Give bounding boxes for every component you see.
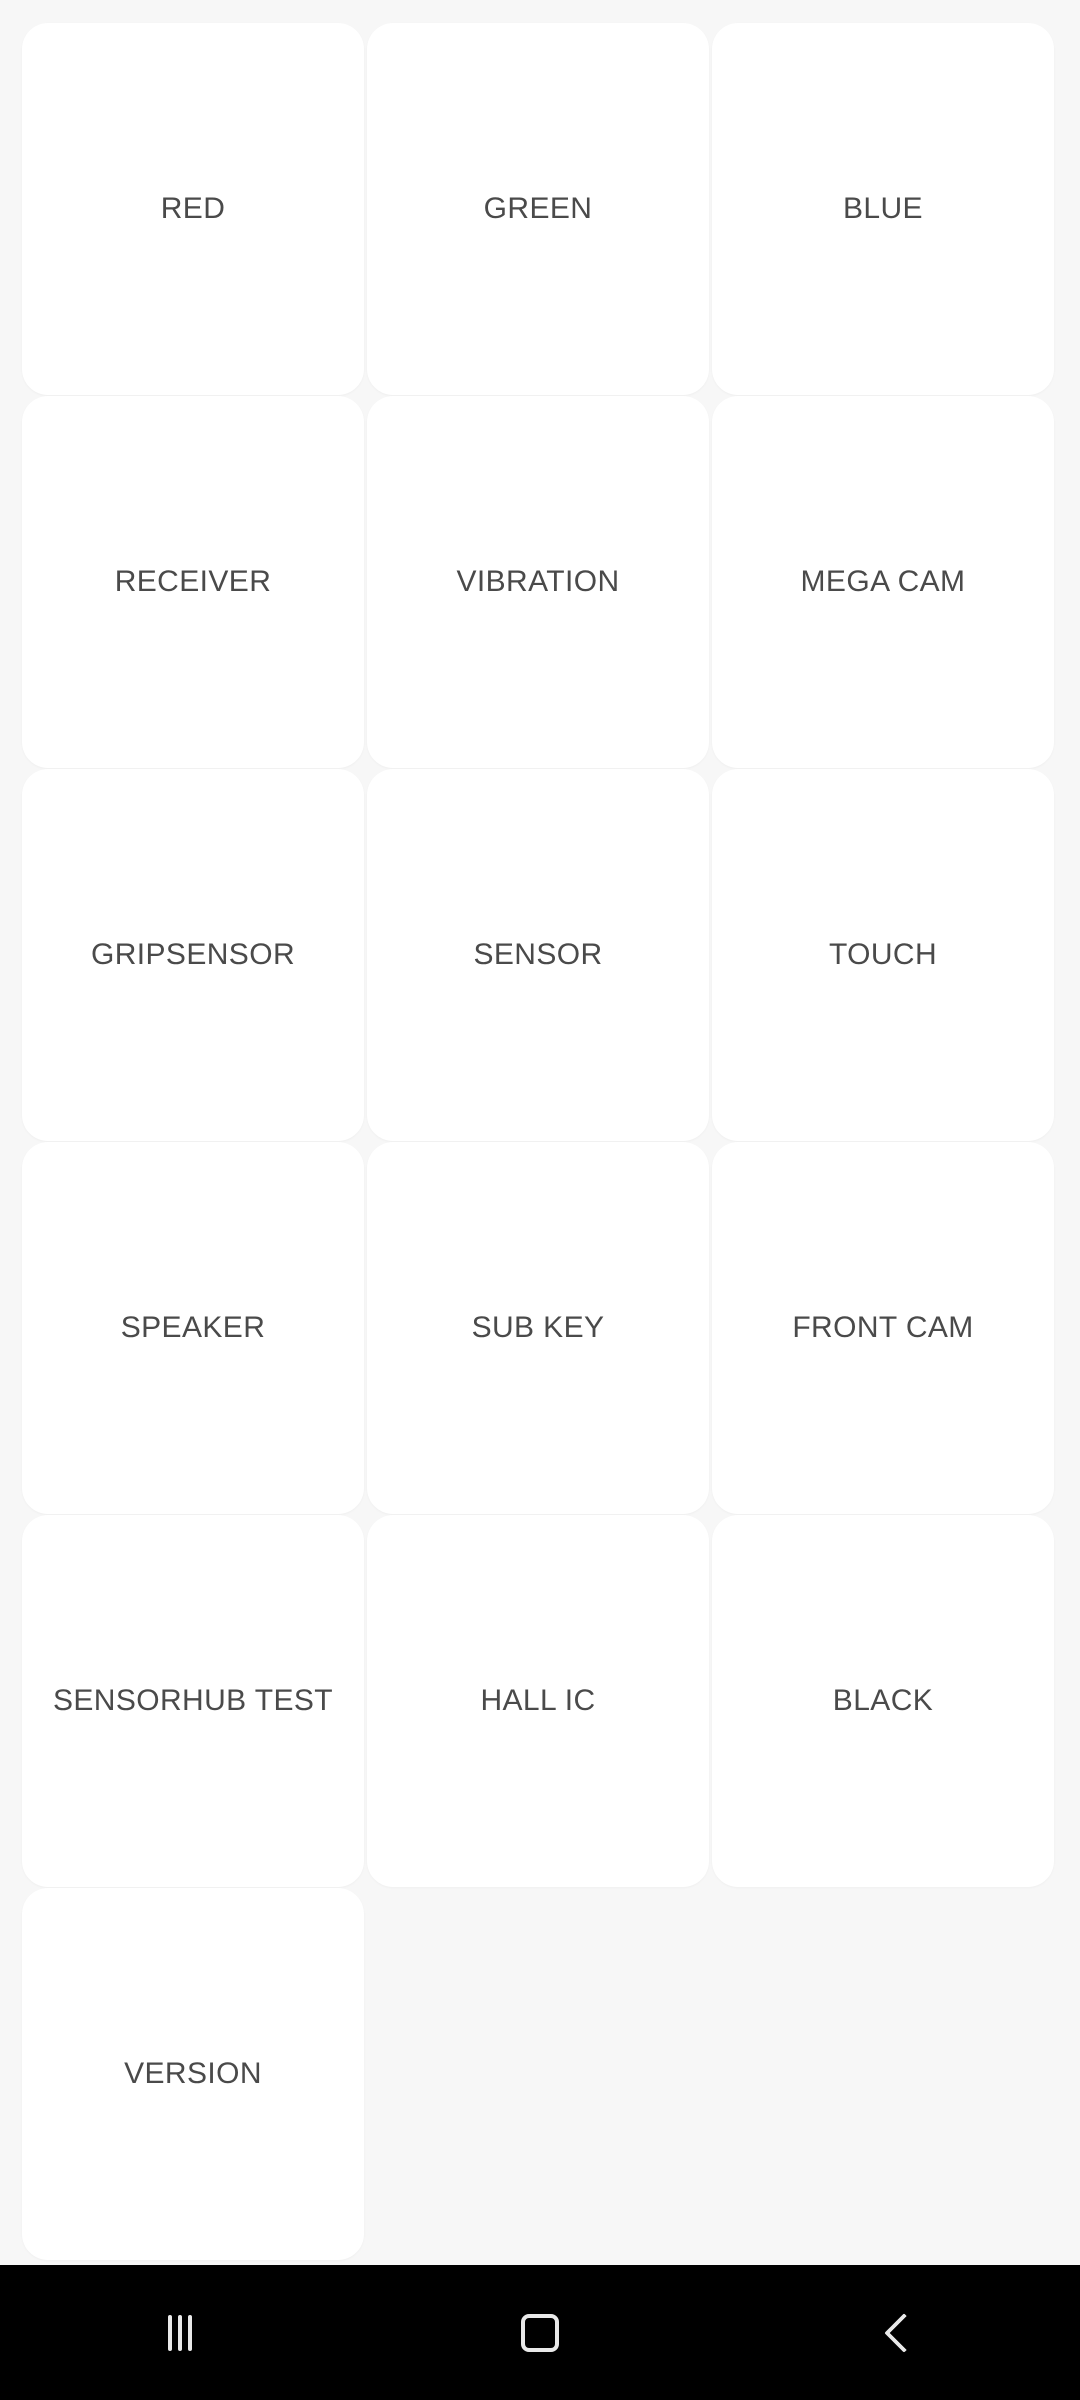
home-icon: [521, 2314, 559, 2352]
tile-label: TOUCH: [828, 938, 938, 971]
tile-receiver[interactable]: [22, 396, 364, 768]
back-button[interactable]: [810, 2265, 990, 2400]
recents-icon: [168, 2315, 192, 2351]
home-button[interactable]: [450, 2265, 630, 2400]
system-navigation-bar: [0, 2265, 1080, 2400]
tile-green[interactable]: [367, 23, 709, 395]
tile-gripsensor[interactable]: [22, 769, 364, 1141]
tile-red[interactable]: [22, 23, 364, 395]
tile-label: SENSORHUB TEST: [52, 1684, 334, 1717]
tile-sub-key[interactable]: [367, 1142, 709, 1514]
tile-hall-ic[interactable]: [367, 1515, 709, 1887]
tile-speaker[interactable]: [22, 1142, 364, 1514]
tile-placeholder: [367, 1888, 709, 2260]
tile-mega-cam[interactable]: [712, 396, 1054, 768]
tile-sensorhub-test[interactable]: [22, 1515, 364, 1887]
tile-label: SENSOR: [473, 938, 603, 971]
tile-blue[interactable]: [712, 23, 1054, 395]
tile-placeholder: [712, 1888, 1054, 2260]
tile-black[interactable]: [712, 1515, 1054, 1887]
tile-label: BLUE: [843, 192, 923, 225]
tile-label: SUB KEY: [471, 1311, 605, 1344]
tile-label: FRONT CAM: [792, 1311, 974, 1344]
tile-label: BLACK: [832, 1684, 934, 1717]
recents-button[interactable]: [90, 2265, 270, 2400]
tile-label: SPEAKER: [120, 1311, 266, 1344]
tile-label: RECEIVER: [114, 565, 272, 598]
tile-version[interactable]: [22, 1888, 364, 2260]
tile-label: VERSION: [124, 2057, 262, 2090]
tile-label: HALL IC: [480, 1684, 596, 1717]
tile-vibration[interactable]: [367, 396, 709, 768]
tile-label: GRIPSENSOR: [90, 938, 296, 971]
tile-label: MEGA CAM: [800, 565, 966, 598]
tile-sensor[interactable]: [367, 769, 709, 1141]
tile-label: RED: [160, 192, 226, 225]
tile-touch[interactable]: [712, 769, 1054, 1141]
tile-label: GREEN: [483, 192, 593, 225]
tile-label: VIBRATION: [456, 565, 620, 598]
tile-front-cam[interactable]: [712, 1142, 1054, 1514]
back-icon: [884, 2313, 924, 2353]
